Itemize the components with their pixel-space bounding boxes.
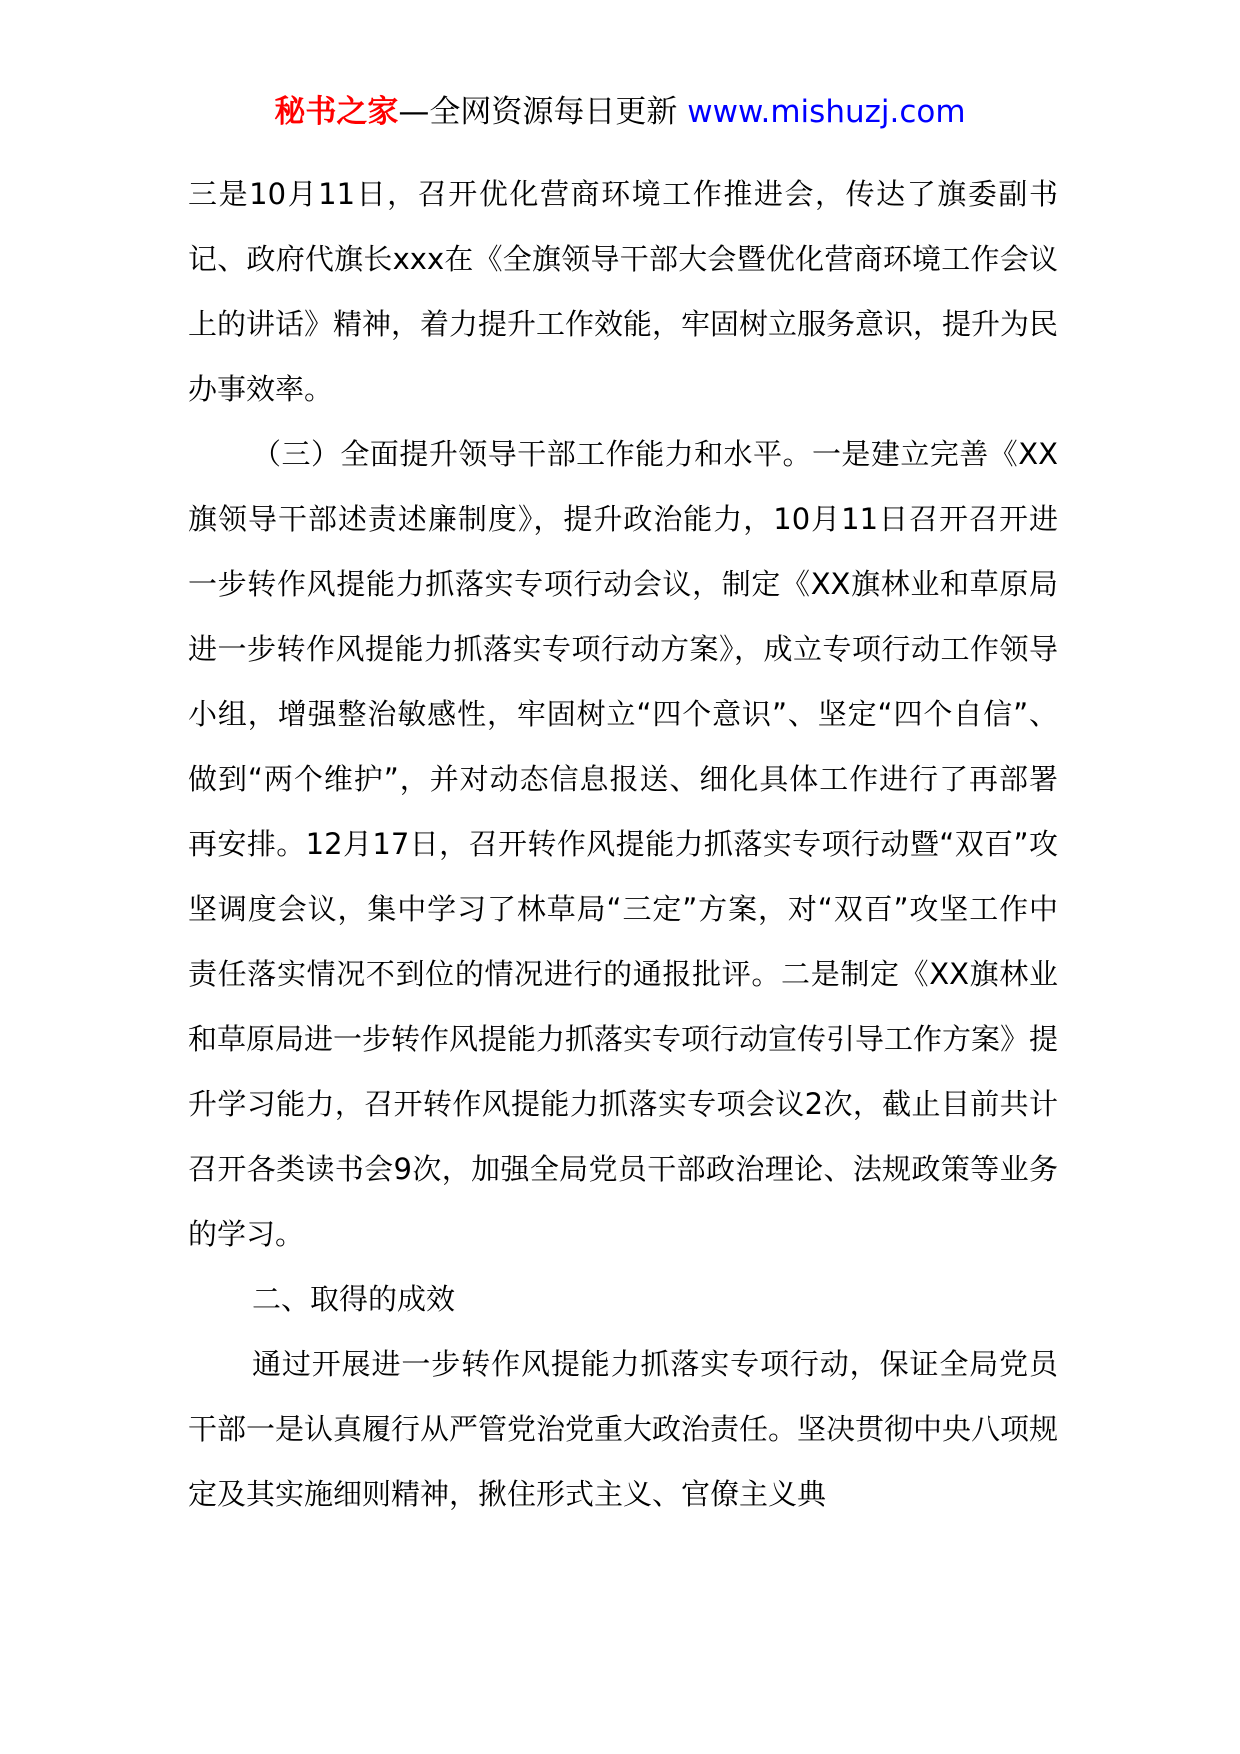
header-tagline: —全网资源每日更新 xyxy=(398,94,688,130)
section-heading: 二、取得的成效 xyxy=(252,1282,456,1316)
document-body xyxy=(188,162,1058,1527)
brand-name: 秘书之家 xyxy=(274,94,399,130)
paragraph-2: （三）全面提升领导干部工作能力和水平。一是建立完善《XX旗领导干部述责述廉制度》，提升政治能力，10月11日召开召开进一步转作风提能力抓落实专项行动会议，制定《XX旗林业和草原局进一步转作风提能力抓落实专项行动方案》，成立专项行动工作领导小组，增强整治敏感性，牢固树立“四个意识”、坚定“四个自信”、做到“两个维护”，并对动态信息报送、细化具体工作进行了再部署再安排。12月17日，召开转作风提能力抓落实专项行动暨“双百”攻坚调度会议，集中学习了林草局“三定”方案，对“双百”攻坚工作中责任落实情况不到位的情况进行的通报批评。二是制定《XX旗林业和草原局进一步转作风提能力抓落实专项行动宣传引导工作方案》提升学习能力，召开转作风提能力抓落实专项会议2次，截止目前共计召开各类读书会9次，加强全局党员干部政治理论、法规政策等业务的学习。 xyxy=(188,437,1059,1251)
page-header xyxy=(0,92,1240,132)
paragraph-1: 三是10月11日，召开优化营商环境工作推进会，传达了旗委副书记、政府代旗长xxx在《全旗领导干部大会暨优化营商环境工作会议上的讲话》精神，着力提升工作效能，牢固树立服务意识，提升为民办事效率。 xyxy=(188,177,1059,406)
header-url[interactable]: www.mishuzj.com xyxy=(687,94,966,130)
paragraph-3: 通过开展进一步转作风提能力抓落实专项行动，保证全局党员干部一是认真履行从严管党治党重大政治责任。坚决贯彻中央八项规定及其实施细则精神，揪住形式主义、官僚主义典 xyxy=(188,1347,1059,1511)
